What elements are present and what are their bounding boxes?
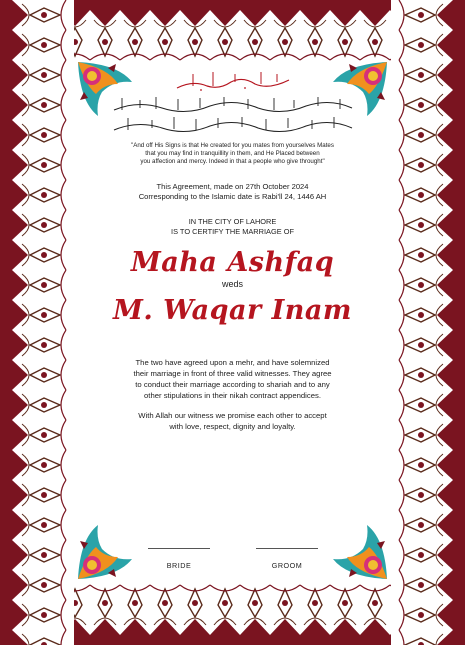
right-ornamental-border — [391, 0, 465, 645]
agreement-date — [96, 182, 369, 202]
signature-section — [148, 548, 318, 578]
ayah-translation — [117, 142, 349, 166]
groom-name: M. Waqar Inam — [113, 295, 352, 326]
translation-line: you affection and mercy. Indeed in that a people who give throught" — [140, 158, 325, 165]
groom-label: GROOM — [271, 561, 303, 570]
quran-ayah-calligraphy-icon — [108, 94, 358, 138]
paragraph-line: With Allah our witness we promise each other to accept — [138, 411, 327, 420]
agreement-line: Corresponding to the Islamic date is Rabi'll 24, 1446 AH — [138, 192, 327, 201]
paragraph-line: to conduct their marriage according to shariah and to any — [135, 380, 330, 389]
bride-name: Maha Ashfaq — [130, 247, 335, 278]
paragraph-line: their marriage in front of three valid witnesses. They agree — [133, 369, 332, 378]
bride-label: BRIDE — [166, 561, 192, 570]
left-ornamental-border — [0, 0, 74, 645]
weds-text: weds — [221, 279, 243, 289]
bride-signature-line — [148, 548, 210, 549]
paragraph-line: The two have agreed upon a mehr, and have solemnized — [135, 358, 330, 367]
certify-line: IN THE CITY OF LAHORE — [188, 217, 277, 226]
promise-paragraph — [96, 410, 369, 432]
certify-statement — [96, 217, 369, 237]
translation-line: "And off His Signs is that He created for you mates from yourselves Mates — [131, 142, 334, 149]
bismillah-calligraphy-icon — [173, 68, 293, 94]
certify-line: IS TO CERTIFY THE MARRIAGE OF — [171, 227, 294, 236]
groom-signature-line — [256, 548, 318, 549]
mehr-paragraph — [96, 357, 369, 401]
mandala-corner-icon — [329, 521, 391, 583]
bride-signature — [148, 548, 210, 570]
paragraph-line: other stipulations in their nikah contract appendices. — [144, 391, 321, 400]
certificate-body — [96, 66, 369, 432]
translation-line: that you may find in tranquillity in them, and He Placed between — [145, 150, 320, 157]
paragraph-line: with love, respect, dignity and loyalty. — [169, 422, 296, 431]
agreement-line: This Agreement, made on 27th October 2024 — [156, 182, 309, 191]
groom-signature — [256, 548, 318, 570]
mandala-corner-icon — [74, 521, 136, 583]
